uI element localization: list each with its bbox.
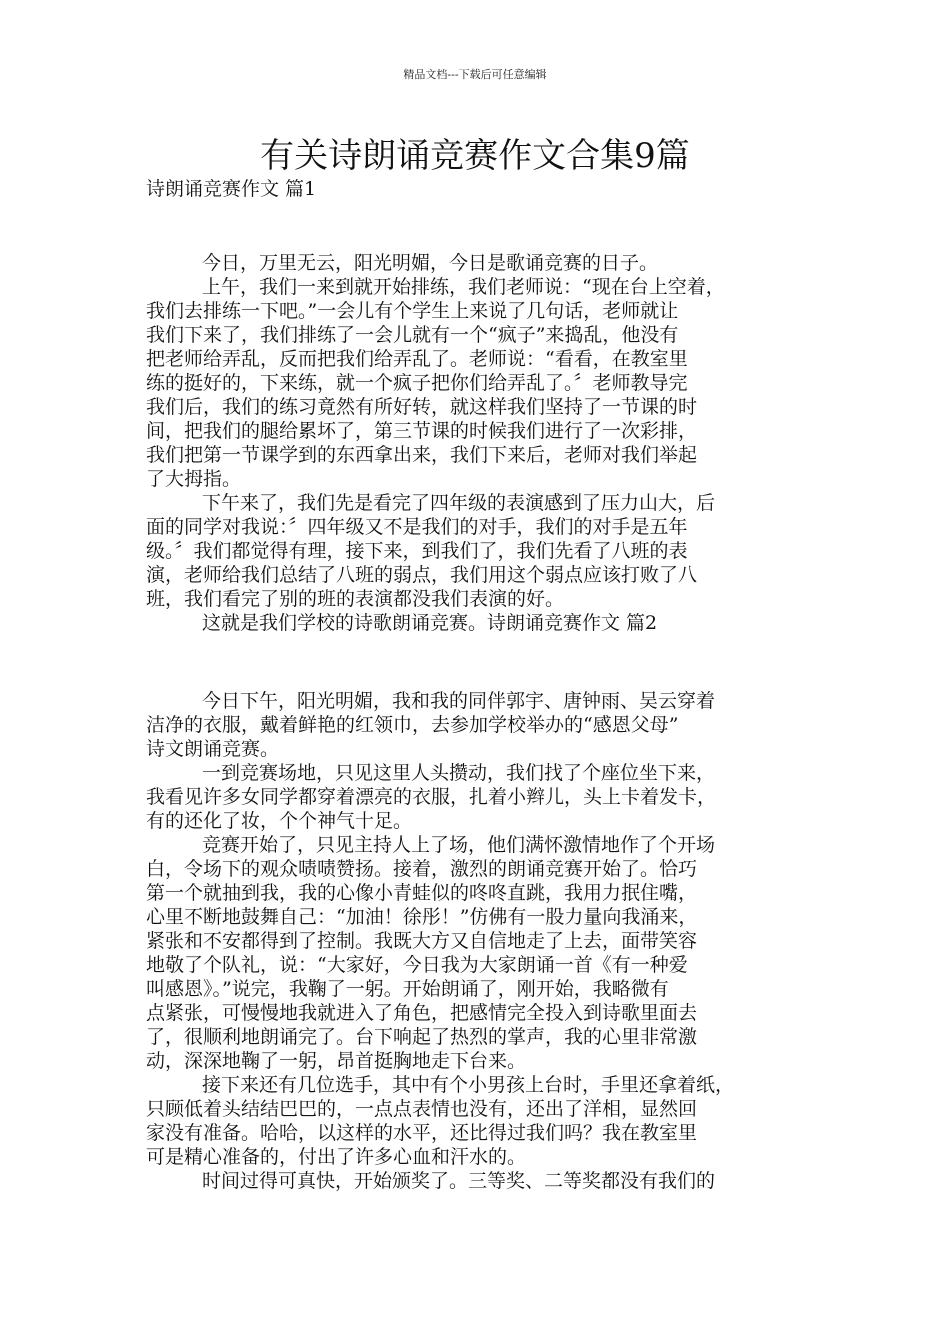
paragraph-line: 今日，万里无云，阳光明媚，今日是歌诵竞赛的日子。 [202, 252, 659, 274]
paragraph-line: 间，把我们的腿给累坏了，第三节课的时候我们进行了一次彩排， [146, 420, 698, 442]
paragraph-line: 我们下来了，我们排练了一会儿就有一个“疯子”来捣乱，他没有 [146, 324, 679, 346]
paragraph-line: 级。〞我们都觉得有理，接下来，到我们了，我们先看了八班的表 [146, 540, 688, 562]
paragraph-line: 一到竞赛场地，只见这里人头攒动，我们找了个座位坐下来， [202, 762, 716, 784]
paragraph-line: 洁净的衣服，戴着鲜艳的红领巾，去参加学校举办的“感恩父母” [146, 714, 679, 736]
paragraph-line: 今日下午，阳光明媚，我和我的同伴郭宇、唐钟雨、吴云穿着 [202, 690, 716, 712]
paragraph-line: 紧张和不安都得到了控制。我既大方又自信地走了上去，面带笑容 [146, 930, 698, 952]
paragraph-line: 诗文朗诵竞赛。 [146, 738, 280, 760]
paragraph-line: 我们去排练一下吧。”一会儿有个学生上来说了几句话，老师就让 [146, 300, 679, 322]
paragraph-line: 演，老师给我们总结了八班的弱点，我们用这个弱点应该打败了八 [146, 564, 698, 586]
paragraph-line: 我看见许多女同学都穿着漂亮的衣服，扎着小辫儿，头上卡着发卡， [146, 786, 717, 808]
section-title-1: 诗朗诵竞赛作文 篇1 [146, 178, 317, 200]
paragraph-line: 有的还化了妆，个个神气十足。 [146, 810, 413, 832]
paragraph-line: 下午来了，我们先是看完了四年级的表演感到了压力山大，后 [202, 492, 716, 514]
paragraph-line: 只顾低着头结结巴巴的，一点点表情也没有，还出了洋相，显然回 [146, 1098, 698, 1120]
paragraph-line: 我们后，我们的练习竟然有所好转，就这样我们坚持了一节课的时 [146, 396, 698, 418]
paragraph-line: 上午，我们一来到就开始排练，我们老师说：“现在台上空着， [202, 276, 725, 298]
paragraph-line: 家没有准备。哈哈，以这样的水平，还比得过我们吗？我在教室里 [146, 1122, 698, 1144]
paragraph-line: 班，我们看完了别的班的表演都没我们表演的好。 [146, 588, 565, 610]
paragraph-line: 了大拇指。 [146, 468, 242, 490]
paragraph-line: 动，深深地鞠了一躬，昂首挺胸地走下台来。 [146, 1050, 527, 1072]
paragraph-line: 地敬了个队礼，说：“大家好，今日我为大家朗诵一首《有一种爱 [146, 954, 688, 976]
paragraph-line: 白，令场下的观众啧啧赞扬。接着，激烈的朗诵竞赛开始了。恰巧 [146, 858, 698, 880]
paragraph-line: 叫感恩》。”说完，我鞠了一躬。开始朗诵了，刚开始，我略微有 [146, 978, 669, 1000]
paragraph-line: 面的同学对我说：〞四年级又不是我们的对手，我们的对手是五年 [146, 516, 688, 538]
document-title: 有关诗朗诵竞赛作文合集9篇 [260, 136, 690, 176]
paragraph-line: 接下来还有几位选手，其中有个小男孩上台时，手里还拿着纸， [202, 1074, 735, 1096]
page-header-note: 精品文档---下载后可任意编辑 [403, 68, 547, 81]
paragraph-line: 竞赛开始了，只见主持人上了场，他们满怀激情地作了个开场 [202, 834, 716, 856]
paragraph-line: 时间过得可真快，开始颁奖了。三等奖、二等奖都没有我们的 [202, 1170, 716, 1192]
paragraph-line: 把老师给弄乱，反而把我们给弄乱了。老师说：“看看，在教室里 [146, 348, 688, 370]
paragraph-line: 第一个就抽到我，我的心像小青蛙似的咚咚直跳，我用力抿住嘴， [146, 882, 698, 904]
paragraph-line: 了，很顺利地朗诵完了。台下响起了热烈的掌声，我的心里非常激 [146, 1026, 698, 1048]
paragraph-line: 练的挺好的，下来练，就一个疯子把你们给弄乱了。〞老师教导完 [146, 372, 688, 394]
paragraph-line: 心里不断地鼓舞自己：“加油！徐彤！”仿佛有一股力量向我涌来， [146, 906, 698, 928]
paragraph-line: 我们把第一节课学到的东西拿出来，我们下来后，老师对我们举起 [146, 444, 698, 466]
paragraph-line: 点紧张，可慢慢地我就进入了角色，把感情完全投入到诗歌里面去 [146, 1002, 698, 1024]
paragraph-line: 这就是我们学校的诗歌朗诵竞赛。诗朗诵竞赛作文 篇2 [202, 612, 658, 634]
paragraph-line: 可是精心准备的，付出了许多心血和汗水的。 [146, 1146, 527, 1168]
